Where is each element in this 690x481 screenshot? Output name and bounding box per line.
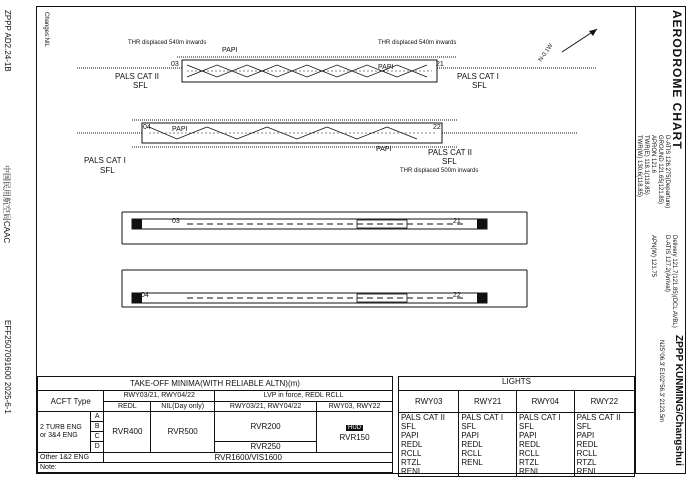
papi-label-4: PAPI <box>378 64 394 71</box>
rvr150-cell <box>317 411 393 452</box>
other-eng-label: Other 1&2 ENG <box>38 452 104 462</box>
light-item: RENL <box>461 458 483 467</box>
pals-label-left-mid: PALS CAT I <box>84 156 126 165</box>
light-item: PALS CAT II <box>401 413 446 422</box>
light-item: RCLL <box>518 449 540 458</box>
sfl-label-left-top: SFL <box>133 81 148 90</box>
light-item: REDL <box>401 440 423 449</box>
airport-coords: N25°06.3' E102°56.3' 2123.5m <box>658 340 664 423</box>
chart-title: AERODROME CHART <box>670 10 684 150</box>
lvp-header: LVP in force, REDL RCLL <box>215 391 393 401</box>
light-item: RCLL <box>401 449 422 458</box>
rvr150-value: RVR150 <box>339 432 370 442</box>
thr-displaced-label-a: THR displaced 540m inwards <box>128 40 207 46</box>
rvr250-cell: RVR250 <box>215 442 317 452</box>
rwy-number-22: 22 <box>433 124 441 131</box>
ground-freq: GROUND 121.65(121.85) <box>657 135 663 205</box>
north-arrow-label: N-0.1W <box>537 42 555 64</box>
light-item: PALS CAT II <box>576 413 621 422</box>
cat-d: D <box>91 442 104 452</box>
light-item: RTZL <box>401 458 421 467</box>
light-item: SFL <box>518 422 534 431</box>
rwy-number-21: 21 <box>436 61 444 68</box>
light-item: SFL <box>401 422 416 431</box>
airport-ident: ZPPP KUNMING/Changshui <box>673 335 684 466</box>
strip-number-22: 22 <box>453 292 461 299</box>
rvr1600-cell: RVR1600/VIS1600 <box>104 452 393 462</box>
cat-c: C <box>91 432 104 442</box>
strip-number-03: 03 <box>172 218 180 225</box>
light-item: REDL <box>518 440 541 449</box>
rvr400-cell: RVR400 <box>104 411 151 452</box>
strip-number-21: 21 <box>453 218 461 225</box>
runway-strip-04-22 <box>122 270 527 307</box>
light-item: RTZL <box>518 458 539 467</box>
lights-list-rwy04 <box>516 413 574 477</box>
atis-freq: D-ATIS 126.275(Departure) <box>664 135 670 209</box>
twr-e-freq: TWR(E) 118.1(118.85) <box>643 135 649 195</box>
light-item: PAPI <box>576 431 595 440</box>
pals-label-left-top: PALS CAT II <box>115 72 160 81</box>
apron-freq: APRON 121.6 <box>650 135 656 174</box>
papi-label-1: PAPI <box>222 47 238 54</box>
runway-04-22-top <box>77 120 577 147</box>
light-item: RENL <box>401 467 423 476</box>
lights-list-rwy22 <box>574 413 634 477</box>
lights-title: LIGHTS <box>399 377 635 391</box>
north-arrow <box>562 29 597 52</box>
rwy-subheader-b: RWY03/21, RWY04/22 <box>215 401 317 411</box>
light-item: RCLL <box>576 449 598 458</box>
rwy-subheader-c: RWY03, RWY22 <box>317 401 393 411</box>
rvr500-cell: RVR500 <box>151 411 215 452</box>
light-item: PALS CAT I <box>461 413 504 422</box>
thr-displaced-label-b: THR displaced 540m inwards <box>378 40 457 46</box>
changes-note: Changes:NIL <box>43 12 49 48</box>
light-item: PAPI <box>518 431 537 440</box>
twr-w-freq: TWR(W) 130.6(118.85) <box>636 135 642 197</box>
lights-list-rwy03 <box>399 413 459 477</box>
takeoff-minima-title: TAKE-OFF MINIMA(WITH RELIABLE ALTN)(m) <box>38 377 393 391</box>
lights-col-rwy03: RWY03 <box>399 391 459 413</box>
light-item: PALS CAT I <box>518 413 561 422</box>
lights-col-rwy21: RWY21 <box>459 391 517 413</box>
delivery-freq: Delivery 121.7(121.85)(DCL AVBL) <box>671 235 677 328</box>
light-item: PAPI <box>401 431 419 440</box>
lights-table <box>398 376 635 477</box>
rwy-number-03: 03 <box>171 61 179 68</box>
lights-col-rwy22: RWY22 <box>574 391 634 413</box>
papi-label-3: PAPI <box>376 146 392 153</box>
apn-w-freq: APN(W) 121.75 <box>650 235 656 278</box>
light-item: RCLL <box>461 449 482 458</box>
lights-col-rwy04: RWY04 <box>516 391 574 413</box>
light-item: PAPI <box>461 431 479 440</box>
cat-b: B <box>91 421 104 431</box>
rwy-number-04: 04 <box>143 124 151 131</box>
aerodrome-diagram <box>37 7 635 372</box>
sfl-label-right-top: SFL <box>472 81 487 90</box>
datis-arrival: D-ATIS 127.2(Arrival) <box>664 235 670 292</box>
runway-strip-03-21 <box>122 212 527 244</box>
light-item: REDL <box>576 440 598 449</box>
sfl-label-left-mid: SFL <box>100 166 115 175</box>
light-item: RENL <box>518 467 541 476</box>
light-item: REDL <box>461 440 483 449</box>
hud-badge: HUD <box>348 424 362 431</box>
nil-day-subheader: NIL(Day only) <box>151 401 215 411</box>
light-item: RTZL <box>576 458 597 467</box>
chart-id: ZPPP AD2.24-1B <box>3 10 12 72</box>
light-item: SFL <box>461 422 477 431</box>
turb-eng-label: 2 TURB ENG or 3&4 ENG <box>38 411 91 452</box>
light-item: RENL <box>576 467 598 476</box>
cat-a: A <box>91 411 104 421</box>
pals-label-right-mid: PALS CAT II <box>428 148 473 157</box>
rvr200-cell: RVR200 <box>215 411 317 442</box>
papi-label-2: PAPI <box>172 126 188 133</box>
takeoff-minima-table <box>37 376 393 473</box>
sfl-label-right-mid: SFL <box>442 157 457 166</box>
strip-number-04: 04 <box>141 292 149 299</box>
publisher: 中国民用航空局CAAC <box>2 165 11 244</box>
effective-date: EFF2507091600 2025-6-1 <box>3 320 12 414</box>
pals-label-right-top: PALS CAT I <box>457 72 499 81</box>
lights-list-rwy21 <box>459 413 517 477</box>
redl-subheader: REDL <box>104 401 151 411</box>
light-item: SFL <box>576 422 592 431</box>
acft-type-header: ACFT Type <box>38 391 104 411</box>
thr-displaced-label-c: THR displaced 500m inwards <box>400 168 479 174</box>
rwy-header-a: RWY03/21, RWY04/22 <box>104 391 215 401</box>
note-label: Note: <box>38 462 393 472</box>
